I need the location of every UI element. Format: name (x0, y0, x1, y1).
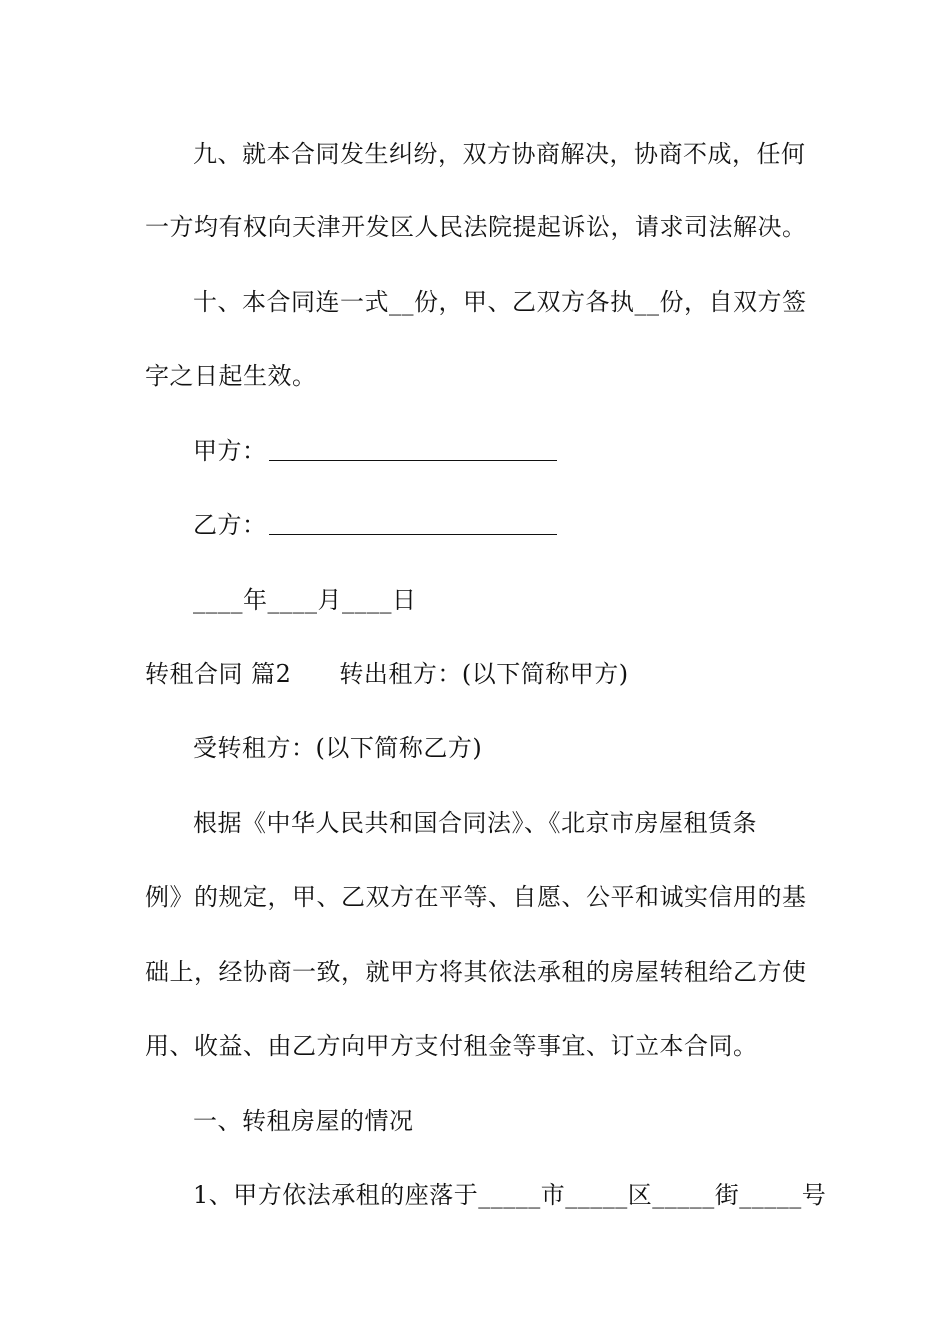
preamble-line-3: 础上，经协商一致，就甲方将其依法承租的房屋转租给乙方使 (145, 958, 807, 986)
party-a-signature (193, 436, 873, 466)
party-b-signature-line (269, 512, 557, 535)
lessee-label: 受转租方：(以下简称乙方) (193, 734, 483, 762)
party-b-label: 乙方： (193, 511, 267, 539)
clause-10-line-1: 十、本合同连一式__份，甲、乙双方各执__份，自双方签 (193, 288, 807, 316)
date-line: ____年____月____日 (193, 586, 417, 614)
party-a-signature-line (269, 438, 557, 461)
lessor-label: 转出租方：(以下简称甲方) (339, 660, 629, 688)
clause-9-line-2: 一方均有权向天津开发区人民法院提起诉讼，请求司法解决。 (145, 213, 807, 241)
party-a-label: 甲方： (193, 437, 267, 465)
preamble-line-4: 用、收益、由乙方向甲方支付租金等事宜、订立本合同。 (145, 1032, 758, 1060)
preamble-line-2: 例》的规定，甲、乙双方在平等、自愿、公平和诚实信用的基 (145, 883, 807, 911)
section-heading-line (145, 659, 825, 689)
preamble-line-1: 根据《中华人民共和国合同法》、《北京市房屋租赁条 (193, 809, 757, 837)
party-b-signature (193, 510, 873, 540)
item-1-line-1: 1、甲方依法承租的座落于_____市_____区_____街_____号 (193, 1181, 827, 1209)
section-1-heading: 一、转租房屋的情况 (193, 1107, 414, 1135)
clause-10-line-2: 字之日起生效。 (145, 362, 317, 390)
clause-9-line-1: 九、就本合同发生纠纷，双方协商解决，协商不成，任何 (193, 140, 806, 168)
section-title: 转租合同 篇2 (145, 660, 292, 688)
